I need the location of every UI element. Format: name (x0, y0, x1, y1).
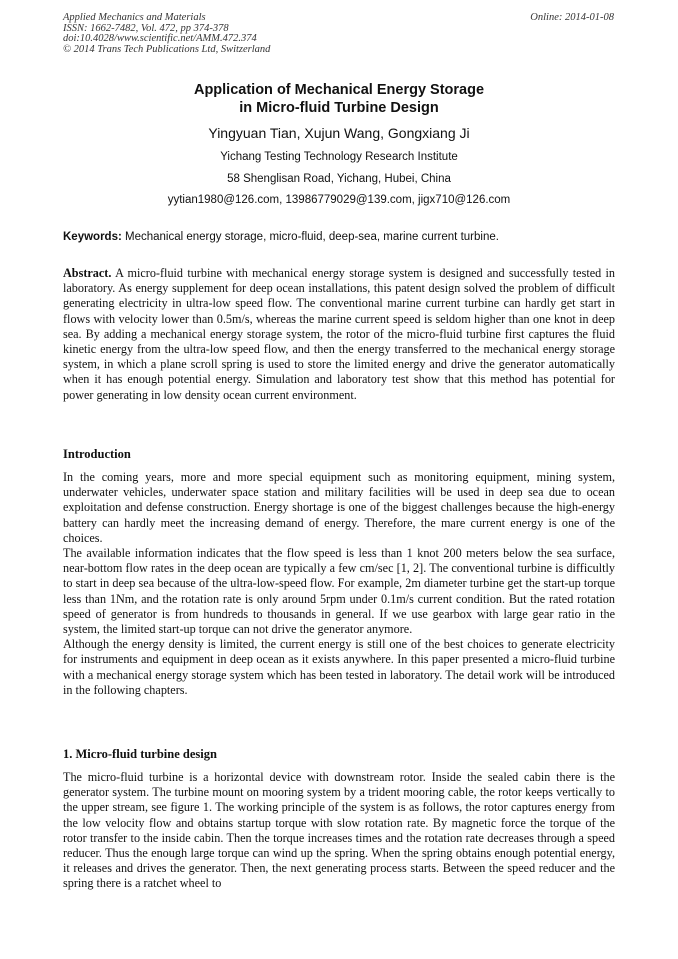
abstract (63, 266, 615, 403)
keywords (63, 230, 615, 245)
copyright-line: © 2014 Trans Tech Publications Ltd, Switzerland (63, 43, 271, 55)
intro-paragraph: Although the energy density is limited, the current energy is still one of the best choices to generate electricity for instruments and equipment in deep ocean as it exists anywhere. In this paper presented a micro-fluid turbine with a mechanical energy storage system which has been tested in laboratory. The detail work will be introduced in the following chapters. (63, 637, 615, 697)
section-1-heading: 1. Micro-fluid turbine design (63, 747, 217, 761)
publication-info (63, 13, 270, 55)
journal-name: Applied Mechanics and Materials (63, 12, 206, 23)
abstract-text: A micro-fluid turbine with mechanical energy storage system is designed and successfully tested in laboratory. As energy supplement for deep ocean installations, this patent design solved the problem of difficult generating electricity in ultra-low speed flow. The conventional marine current turbine can hardly get start in flows with velocity lower than 0.5m/s, whereas the marine current speed is seldom higher than one knot in deep sea. By adding a mechanical energy storage system, the rotor of the micro-fluid turbine first captures the fluid kinetic energy from the ultra-low speed flow, and then the energy transferred to the mechanical energy storage system, in which a plane scroll spring is used to store the limited energy and drive the generator automatically when it has enough potential energy. Simulation and laboratory test show that this method has potential for power generating in low density ocean current environment. (63, 266, 616, 402)
affiliation-address: 58 Shenglisan Road, Yichang, Hubei, China (227, 173, 451, 185)
author-list: Yingyuan Tian, Xujun Wang, Gongxiang Ji (208, 125, 470, 141)
paper-title-line-1: Application of Mechanical Energy Storage (193, 82, 485, 98)
section-1-paragraph: The micro-fluid turbine is a horizontal device with downstream rotor. Inside the sealed cabin there is the generator system. The turbine mount on mooring system by a trident mooring cable, the rotor keeps vertically to the upper stream, see figure 1. The working principle of the system is as follows, the rotor captures energy from the low velocity flow and obtains startup torque with slow rotation rate. By magnetic force the torque of the rotor transfer to the inside cabin. Then the torque increases times and the rotation rate decreases through a speed reducer. Thus the enough large torque can wind up the spring. When the spring obtains enough potential energy, it releases and drives the generator. Then, the next generating process starts. Between the speed reducer and the spring there is a ratchet wheel to (63, 770, 615, 891)
keywords-label: Keywords: (63, 231, 122, 243)
paper-title-line-2: in Micro-fluid Turbine Design (239, 100, 439, 116)
intro-paragraph: In the coming years, more and more special equipment such as monitoring equipment, mining system, underwater vehicles, underwater space station and military facilities will be used in deep sea due to ocean exploitation and defense construction. Energy shortage is one of the biggest challenges because the high-energy battery can hardly meet the increasing demand of energy. Therefore, the mare current energy is one of the choices. (63, 470, 615, 545)
intro-paragraph: The available information indicates that the flow speed is less than 1 knot 200 meters below the sea surface, near-bottom flow rates in the deep ocean are typically a few cm/sec [1, 2]. The conventional turbine is difficultly to start in deep sea because of the ultra-low-speed flow. For example, 2m diameter turbine get the start-up torque less than 1Nm, and the rotation rate is only around 5rpm under 0.1m/s current condition. But the rated rotation speed of generator is from hundreds to thousands in general. If we use gearbox with large gear ratio in the system, the limited start-up torque can not drive the generator anymore. (63, 546, 615, 637)
online-date: Online: 2014-01-08 (530, 12, 614, 23)
abstract-label: Abstract. (63, 266, 112, 280)
introduction-heading: Introduction (63, 447, 131, 461)
section-1-body (63, 770, 615, 892)
affiliation-institute: Yichang Testing Technology Research Institute (220, 151, 458, 163)
introduction-body (63, 470, 615, 698)
doi-line[interactable]: doi:10.4028/www.scientific.net/AMM.472.374 (63, 33, 257, 45)
author-emails[interactable]: yytian1980@126.com, 13986779029@139.com, jigx710@126.com (167, 194, 511, 206)
issn-line: ISSN: 1662-7482, Vol. 472, pp 374-378 (63, 22, 229, 34)
keywords-text: Mechanical energy storage, micro-fluid, deep-sea, marine current turbine. (125, 231, 499, 243)
